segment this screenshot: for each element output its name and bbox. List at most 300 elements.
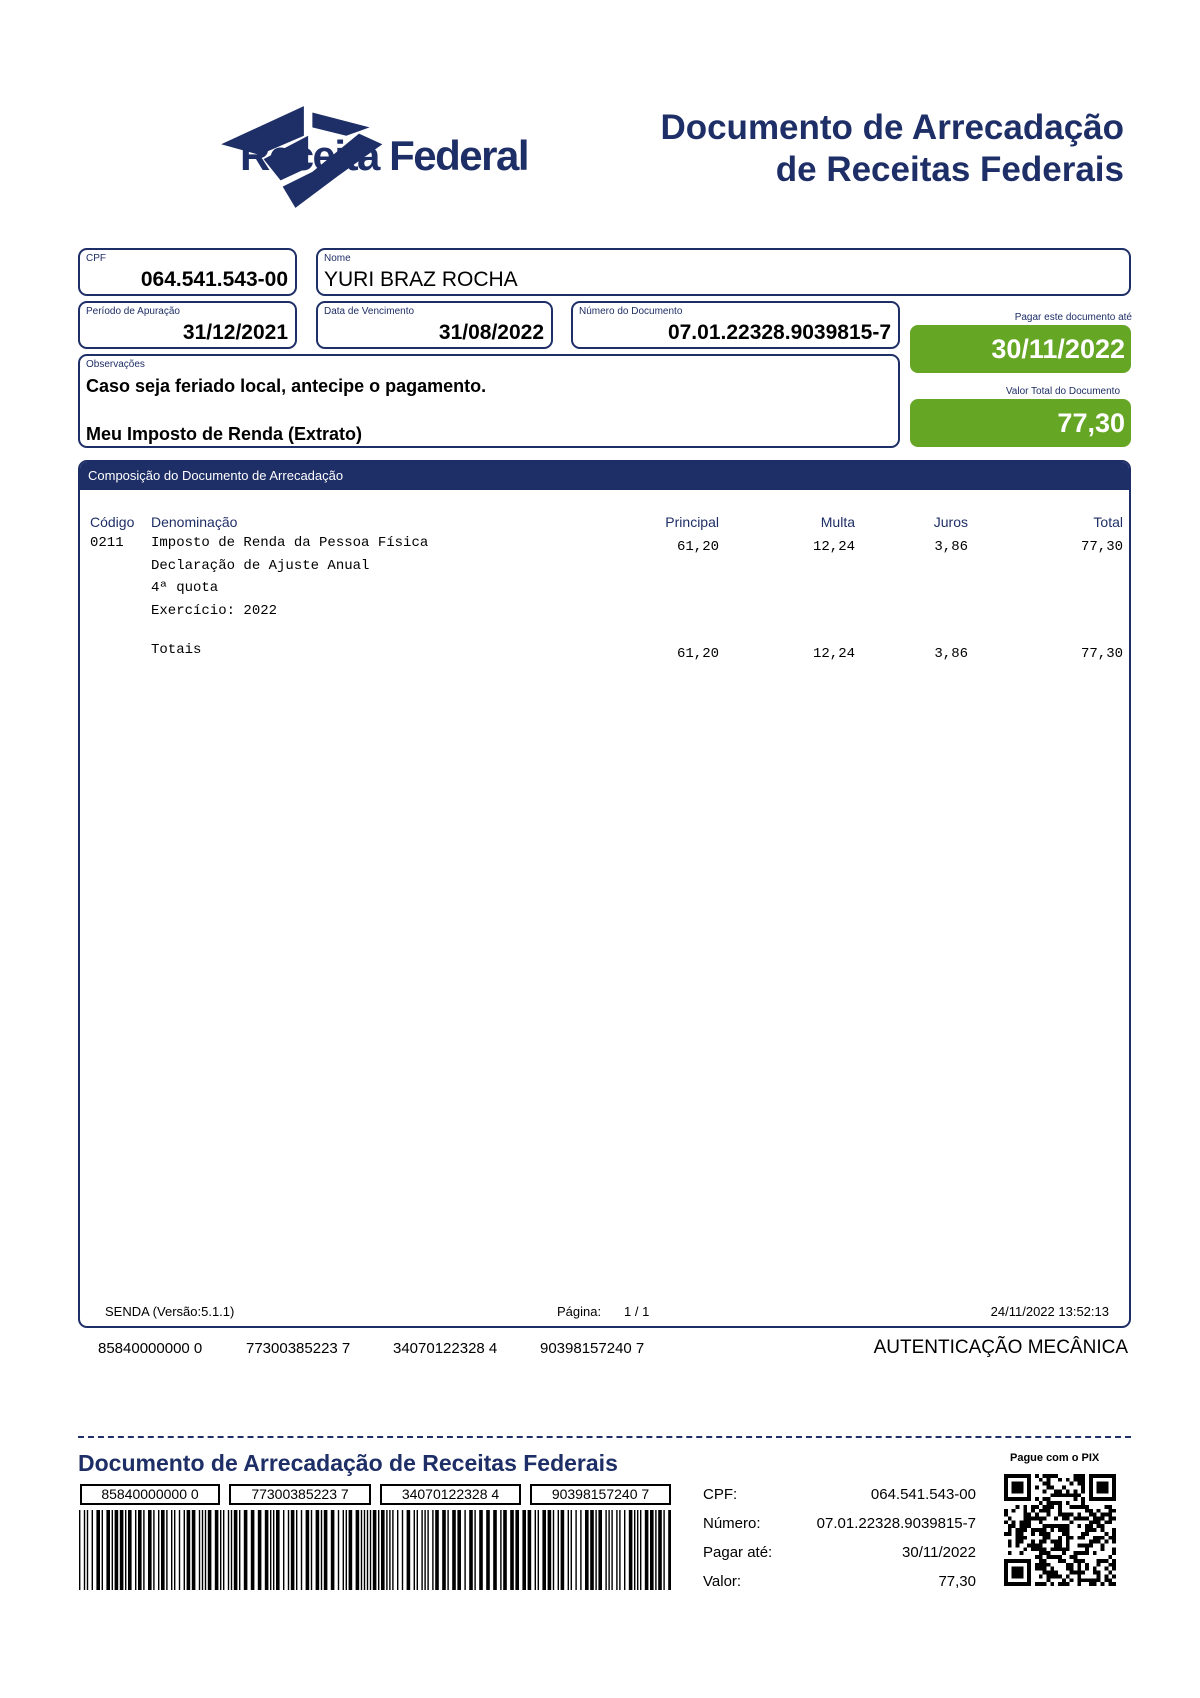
col-principal: Principal <box>665 514 719 530</box>
linha-digitavel-3: 34070122328 4 <box>393 1340 498 1357</box>
summary-numero-value: 07.01.22328.9039815-7 <box>816 1515 976 1532</box>
qr-module <box>1012 1520 1016 1524</box>
qr-module <box>1054 1574 1058 1578</box>
qr-module <box>1081 1559 1085 1563</box>
pagar-ate-badge <box>910 325 1131 373</box>
qr-module <box>1046 1555 1050 1559</box>
qr-module <box>1058 1555 1062 1559</box>
qr-module <box>1039 1532 1043 1536</box>
qr-module <box>1066 1536 1070 1540</box>
qr-module <box>1008 1551 1012 1555</box>
barcode-bar <box>447 1510 448 1590</box>
barcode-bar <box>120 1510 124 1590</box>
qr-module <box>1035 1582 1039 1586</box>
barcode-bar <box>595 1510 596 1590</box>
qr-module <box>1027 1520 1031 1524</box>
qr-module <box>1108 1536 1112 1540</box>
qr-module <box>1089 1520 1093 1524</box>
qr-module <box>1046 1497 1050 1501</box>
qr-module <box>1023 1520 1027 1524</box>
barcode-bar <box>373 1510 377 1590</box>
qr-module <box>1043 1509 1047 1513</box>
col-denominacao: Denominação <box>151 514 238 530</box>
qr-module <box>1027 1513 1031 1517</box>
qr-module <box>1066 1516 1070 1520</box>
barcode-bar <box>414 1510 415 1590</box>
qr-module <box>1112 1559 1116 1563</box>
qr-module <box>1070 1578 1074 1582</box>
qr-module <box>1077 1578 1081 1582</box>
qr-module <box>1058 1501 1062 1505</box>
barcode-bar <box>427 1510 428 1590</box>
barcode-bar <box>321 1510 322 1590</box>
barcode-bar <box>510 1510 514 1590</box>
qr-module <box>1023 1505 1027 1509</box>
qr-module <box>1012 1567 1024 1579</box>
barcode-bar <box>283 1510 284 1590</box>
qr-module <box>1016 1544 1020 1548</box>
pagina-label: Página: <box>557 1304 602 1319</box>
qr-module <box>1077 1559 1081 1563</box>
barcode-bar <box>143 1510 144 1590</box>
barcode-bar <box>486 1510 490 1590</box>
qr-module <box>1035 1474 1039 1478</box>
qr-module <box>1112 1547 1116 1551</box>
summary-valor-value: 77,30 <box>938 1573 976 1590</box>
qr-module <box>1097 1574 1101 1578</box>
qr-module <box>1035 1528 1039 1532</box>
barcode-bar <box>153 1510 154 1590</box>
qr-module <box>1039 1478 1043 1482</box>
qr-module <box>1070 1567 1074 1571</box>
qr-module <box>1108 1563 1112 1567</box>
barcode-bar <box>338 1510 339 1590</box>
qr-module <box>1039 1547 1043 1551</box>
qr-module <box>1054 1544 1058 1548</box>
barcode-bar <box>161 1510 165 1590</box>
qr-module <box>1031 1516 1035 1520</box>
barcode-bar <box>386 1510 387 1590</box>
qr-module <box>1108 1509 1112 1513</box>
qr-module <box>1062 1559 1066 1563</box>
qr-module <box>1031 1540 1035 1544</box>
summary-pagar-ate-label: Pagar até: <box>703 1544 773 1561</box>
qr-module <box>1085 1532 1089 1536</box>
qr-module <box>1108 1520 1112 1524</box>
slip-code-2: 77300385223 7 <box>229 1484 371 1505</box>
slip-title: Documento de Arrecadação de Receitas Federais <box>78 1450 618 1476</box>
barcode-bar <box>407 1510 411 1590</box>
qr-module <box>1085 1516 1089 1520</box>
barcode-bar <box>331 1510 335 1590</box>
barcode-bar <box>553 1510 554 1590</box>
slip-code-1: 85840000000 0 <box>80 1484 220 1505</box>
col-multa: Multa <box>820 514 855 530</box>
barcode-bar <box>634 1510 635 1590</box>
numero-documento-field <box>571 301 900 349</box>
qr-module <box>1081 1486 1085 1490</box>
barcode-bar <box>258 1510 262 1590</box>
qr-module <box>1101 1544 1105 1548</box>
barcode-bar <box>265 1510 269 1590</box>
qr-module <box>1008 1524 1012 1528</box>
barcode-bar <box>528 1510 532 1590</box>
qr-module <box>1081 1482 1085 1486</box>
row-codigo: 0211 <box>90 535 124 551</box>
qr-module <box>1101 1513 1105 1517</box>
qr-module <box>1074 1493 1078 1497</box>
qr-module <box>1066 1532 1070 1536</box>
barcode-bar <box>343 1510 344 1590</box>
barcode-bar <box>558 1510 559 1590</box>
qr-module <box>1097 1571 1101 1575</box>
barcode-bar <box>542 1510 546 1590</box>
barcode-bar <box>349 1510 353 1590</box>
barcode-bar <box>629 1510 633 1590</box>
slip-code-3: 34070122328 4 <box>380 1484 521 1505</box>
qr-module <box>1077 1551 1081 1555</box>
totais-principal: 61,20 <box>676 646 719 662</box>
barcode-bar <box>658 1510 662 1590</box>
qr-module <box>1081 1532 1085 1536</box>
qr-module <box>1035 1544 1039 1548</box>
qr-module <box>1004 1532 1008 1536</box>
qr-module <box>1089 1578 1093 1582</box>
qr-module <box>1043 1532 1047 1536</box>
qr-module <box>1112 1563 1116 1567</box>
qr-module <box>1050 1574 1054 1578</box>
barcode-bar <box>148 1510 152 1590</box>
barcode-bar <box>79 1510 80 1590</box>
qr-module <box>1039 1540 1043 1544</box>
qr-module <box>1035 1497 1039 1501</box>
qr-module <box>1023 1509 1027 1513</box>
linha-digitavel-2: 77300385223 7 <box>246 1340 351 1357</box>
barcode-bar <box>457 1510 461 1590</box>
periodo-value: 31/12/2021 <box>182 321 288 344</box>
qr-module <box>1066 1574 1070 1578</box>
qr-module <box>1054 1524 1058 1528</box>
qr-module <box>1085 1528 1089 1532</box>
barcode-bar <box>158 1510 159 1590</box>
qr-module <box>1112 1528 1116 1532</box>
qr-module <box>1046 1486 1050 1490</box>
qr-module <box>1097 1563 1101 1567</box>
col-codigo: Código <box>90 514 135 530</box>
qr-module <box>1062 1578 1066 1582</box>
barcode-bar <box>296 1510 297 1590</box>
qr-module <box>1050 1486 1054 1490</box>
qr-module <box>1066 1547 1070 1551</box>
vencimento-field <box>316 301 553 349</box>
qr-module <box>1062 1547 1066 1551</box>
qr-module <box>1104 1574 1108 1578</box>
qr-module <box>1077 1544 1081 1548</box>
qr-module <box>1112 1532 1116 1536</box>
qr-module <box>1046 1571 1050 1575</box>
qr-module <box>1004 1509 1008 1513</box>
qr-module <box>1104 1513 1108 1517</box>
qr-module <box>1023 1516 1027 1520</box>
qr-module <box>1085 1578 1089 1582</box>
qr-module <box>1081 1505 1085 1509</box>
barcode-bar <box>223 1510 224 1590</box>
qr-module <box>1043 1547 1047 1551</box>
qr-module <box>1062 1513 1066 1517</box>
qr-module <box>1077 1493 1081 1497</box>
qr-module <box>1112 1582 1116 1586</box>
valor-total-badge <box>910 399 1131 447</box>
barcode-bar <box>174 1510 175 1590</box>
qr-module <box>1039 1528 1043 1532</box>
barcode-bar <box>611 1510 612 1590</box>
barcode-bar <box>228 1510 229 1590</box>
summary-valor-label: Valor: <box>703 1573 742 1590</box>
nome-value: YURI BRAZ ROCHA <box>324 268 518 291</box>
barcode-bar <box>432 1510 433 1590</box>
qr-module <box>1046 1578 1050 1582</box>
qr-module <box>1046 1501 1050 1505</box>
qr-module <box>1043 1505 1047 1509</box>
barcode-bar <box>397 1510 398 1590</box>
qr-module <box>1093 1513 1097 1517</box>
periodo-field <box>78 301 297 349</box>
valor-total-value: 77,30 <box>1057 408 1125 438</box>
barcode-bar <box>311 1510 312 1590</box>
qr-module <box>1066 1489 1070 1493</box>
barcode-bar <box>575 1510 576 1590</box>
barcode-bar <box>370 1510 371 1590</box>
qr-module <box>1050 1474 1054 1478</box>
qr-module <box>1093 1528 1097 1532</box>
qr-module <box>1077 1505 1081 1509</box>
qr-module <box>1054 1501 1058 1505</box>
barcode-bar <box>452 1510 456 1590</box>
qr-module <box>1077 1582 1081 1586</box>
qr-module <box>1101 1559 1105 1563</box>
qr-module <box>1058 1509 1062 1513</box>
qr-module <box>1101 1536 1105 1540</box>
col-juros: Juros <box>933 514 968 530</box>
qr-module <box>1031 1532 1035 1536</box>
qr-module <box>1081 1489 1085 1493</box>
barcode-bar <box>199 1510 200 1590</box>
qr-module <box>1093 1536 1097 1540</box>
qr-module <box>1050 1528 1054 1532</box>
barcode-bar <box>442 1510 446 1590</box>
qr-module <box>1089 1540 1093 1544</box>
qr-module <box>1039 1501 1043 1505</box>
qr-module <box>1043 1497 1047 1501</box>
qr-module <box>1074 1474 1078 1478</box>
qr-module <box>1054 1571 1058 1575</box>
qr-module <box>1039 1574 1043 1578</box>
nome-label: Nome <box>324 253 351 264</box>
row-denominacao-1: Imposto de Renda da Pessoa Física <box>151 535 429 551</box>
qr-module <box>1043 1551 1047 1555</box>
barcode-bar <box>402 1510 403 1590</box>
qr-module <box>1035 1547 1039 1551</box>
barcode-bar <box>381 1510 385 1590</box>
qr-module <box>1104 1520 1108 1524</box>
barcode-bar <box>171 1510 172 1590</box>
qr-module <box>1062 1528 1066 1532</box>
qr-module <box>1031 1528 1035 1532</box>
qr-module <box>1074 1478 1078 1482</box>
qr-module <box>1043 1567 1047 1571</box>
qr-module <box>1108 1582 1112 1586</box>
barcode-bar <box>356 1510 360 1590</box>
barcode-bar <box>474 1510 475 1590</box>
qr-module <box>1101 1528 1105 1532</box>
qr-module <box>1050 1524 1054 1528</box>
qr-module <box>1077 1482 1081 1486</box>
qr-module <box>1081 1478 1085 1482</box>
qr-module <box>1035 1486 1039 1490</box>
barcode-bar <box>424 1510 425 1590</box>
qr-module <box>1050 1547 1054 1551</box>
linha-digitavel-1: 85840000000 0 <box>98 1340 203 1357</box>
barcode-bar <box>202 1510 203 1590</box>
pagar-ate-label: Pagar este documento até <box>1014 312 1132 323</box>
qr-module <box>1043 1571 1047 1575</box>
barcode-bar <box>112 1510 113 1590</box>
barcode-bar <box>215 1510 219 1590</box>
qr-module <box>1104 1505 1108 1509</box>
totais-multa: 12,24 <box>812 646 855 662</box>
qr-module <box>1108 1505 1112 1509</box>
qr-module <box>1019 1524 1023 1528</box>
qr-module <box>1031 1544 1035 1548</box>
vencimento-label: Data de Vencimento <box>324 306 415 317</box>
qr-module <box>1112 1567 1116 1571</box>
qr-module <box>1035 1567 1039 1571</box>
barcode-bar <box>469 1510 473 1590</box>
qr-module <box>1046 1536 1050 1540</box>
qr-module <box>1039 1509 1043 1513</box>
qr-module <box>1108 1513 1112 1517</box>
barcode-bar <box>87 1510 88 1590</box>
col-total: Total <box>1093 514 1123 530</box>
qr-module <box>1023 1547 1027 1551</box>
observacoes-line2: Meu Imposto de Renda (Extrato) <box>86 424 363 444</box>
cpf-field <box>78 248 297 296</box>
barcode-bar <box>585 1510 589 1590</box>
qr-module <box>1050 1540 1054 1544</box>
pix-qr-code <box>1004 1474 1116 1586</box>
valor-total-label: Valor Total do Documento <box>1005 386 1120 397</box>
qr-module <box>1066 1524 1070 1528</box>
qr-module <box>1046 1574 1050 1578</box>
qr-module <box>1043 1482 1047 1486</box>
qr-module <box>1081 1497 1085 1501</box>
qr-module <box>1023 1528 1027 1532</box>
qr-module <box>1089 1509 1093 1513</box>
vencimento-value: 31/08/2022 <box>438 321 544 344</box>
qr-module <box>1035 1555 1039 1559</box>
qr-module <box>1066 1582 1070 1586</box>
qr-module <box>1085 1505 1089 1509</box>
qr-module <box>1050 1493 1054 1497</box>
barcode-bar <box>231 1510 232 1590</box>
qr-module <box>1039 1563 1043 1567</box>
qr-module <box>1062 1582 1066 1586</box>
barcode-bar <box>571 1510 572 1590</box>
qr-module <box>1058 1489 1062 1493</box>
qr-module <box>1074 1505 1078 1509</box>
totais-total: 77,30 <box>1080 646 1123 662</box>
cpf-value: 064.541.543-00 <box>140 268 288 291</box>
qr-module <box>1077 1571 1081 1575</box>
composicao-panel <box>78 460 1131 1328</box>
qr-module <box>1050 1582 1054 1586</box>
qr-module <box>1066 1567 1070 1571</box>
row-total: 77,30 <box>1080 539 1123 555</box>
barcode-bar <box>522 1510 526 1590</box>
barcode-bar <box>125 1510 126 1590</box>
barcode-bar <box>276 1510 280 1590</box>
barcode-bar <box>515 1510 519 1590</box>
qr-module <box>1089 1544 1093 1548</box>
summary-cpf-label: CPF: <box>703 1486 738 1503</box>
qr-module <box>1070 1571 1074 1575</box>
pix-label: Pague com o PIX <box>1010 1452 1100 1464</box>
qr-module <box>1046 1513 1050 1517</box>
qr-module <box>1046 1482 1050 1486</box>
qr-module <box>1012 1482 1024 1494</box>
qr-module <box>1066 1501 1070 1505</box>
barcode-bar <box>561 1510 565 1590</box>
barcode-bar <box>187 1510 191 1590</box>
barcode-bar <box>324 1510 328 1590</box>
qr-module <box>1058 1528 1062 1532</box>
barcode-bar <box>500 1510 501 1590</box>
qr-module <box>1074 1555 1078 1559</box>
barcode-bar <box>135 1510 136 1590</box>
row-denominacao-3: 4ª quota <box>151 580 219 596</box>
barcode-bar <box>663 1510 664 1590</box>
qr-module <box>1043 1559 1047 1563</box>
qr-module <box>1081 1551 1085 1555</box>
qr-module <box>1019 1551 1023 1555</box>
qr-module <box>1046 1563 1050 1567</box>
qr-module <box>1058 1582 1062 1586</box>
barcode-bar <box>306 1510 310 1590</box>
qr-module <box>1070 1555 1074 1559</box>
qr-module <box>1019 1536 1023 1540</box>
qr-module <box>1097 1482 1109 1494</box>
totais-label: Totais <box>151 642 202 658</box>
row-principal: 61,20 <box>676 539 719 555</box>
qr-module <box>1085 1544 1089 1548</box>
cut-line <box>78 1436 1131 1438</box>
qr-module <box>1070 1493 1074 1497</box>
qr-module <box>1112 1574 1116 1578</box>
qr-module <box>1097 1559 1101 1563</box>
barcode-bar <box>624 1510 625 1590</box>
qr-module <box>1081 1536 1085 1540</box>
qr-module <box>1062 1493 1066 1497</box>
qr-module <box>1097 1524 1101 1528</box>
barcode-bar <box>655 1510 656 1590</box>
qr-module <box>1097 1578 1101 1582</box>
barcode-bar <box>535 1510 536 1590</box>
qr-module <box>1070 1513 1074 1517</box>
barcode-bar <box>645 1510 649 1590</box>
qr-module <box>1008 1516 1012 1520</box>
barcode <box>79 1510 671 1590</box>
barcode-bar <box>138 1510 142 1590</box>
